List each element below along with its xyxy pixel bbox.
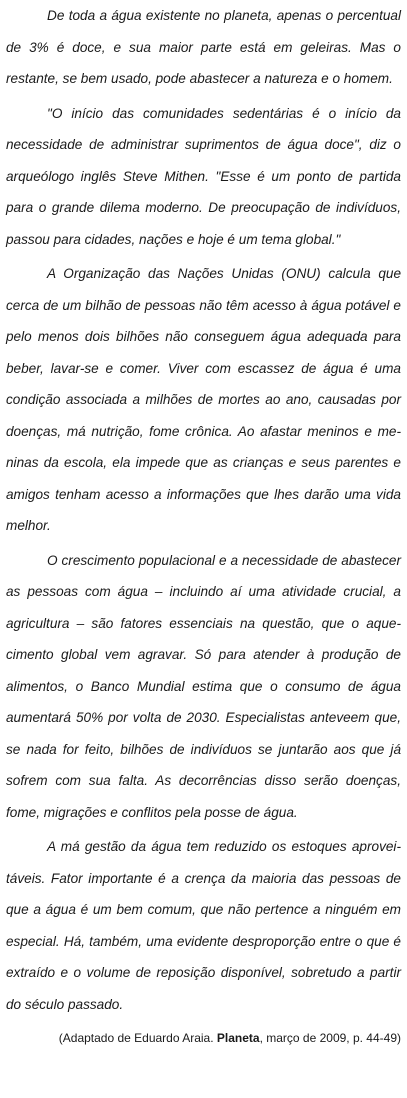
- paragraph-3: A Organização das Nações Unidas (ONU) calcula que cerca de um bilhão de pessoas não têm acesso à água potável e pelo menos dois bilhões não conseguem água adequada para beber, lavar-se e comer. Viver com escassez de água é uma condição associada a milhões de mortes ao ano, causadas por doenças, má nutrição, fome crônica. Ao afastar meninos e meninas da escola, ela impede que as crianças e seus parentes e amigos tenham acesso a informações que lhes darão uma vida melhor.: [6, 266, 401, 533]
- citation-suffix: , março de 2009, p. 44-49): [259, 1031, 401, 1045]
- paragraph-1: De toda a água existente no planeta, apenas o percentual de 3% é doce, e sua maior parte está em geleiras. Mas o restante, se bem usado, pode abastecer a natureza e o homem.: [6, 8, 401, 86]
- citation-prefix: (Adaptado de Eduardo Araia.: [58, 1031, 217, 1045]
- citation-publication: Planeta: [216, 1031, 260, 1045]
- article: [6, 0, 401, 1048]
- paragraph-2: "O início das comunidades sedentárias é o início da necessidade de administrar suprimentos de água doce", diz o arqueólogo inglês Steve Mithen. "Esse é um ponto de partida para o grande dilema moderno. De preocupação de indivíduos, passou para cidades, nações e hoje é um tema global.": [6, 105, 401, 247]
- source-citation: [6, 1028, 401, 1048]
- paragraph-5: A má gestão da água tem reduzido os estoques aproveitáveis. Fator importante é a crença da maioria das pessoas de que a água é um bem comum, que não pertence a ninguém em especial. Há, também, uma evidente desproporção entre o que é extraído e o volume de reposição disponível, sobretudo a partir do século passado.: [6, 839, 401, 1012]
- paragraph-4: O crescimento populacional e a necessidade de abastecer as pessoas com água – incluindo aí uma atividade crucial, a agricultura – são fatores essenciais na questão, que o aquecimento global vem agravar. Só para atender à produção de alimentos, o Banco Mundial estima que o consumo de água aumentará 50% por volta de 2030. Especialistas anteveem que, se nada for feito, bilhões de indivíduos se juntarão aos que já sofrem com sua falta. As decorrências disso serão doenças, fome, migrações e conflitos pela posse de água.: [6, 552, 401, 820]
